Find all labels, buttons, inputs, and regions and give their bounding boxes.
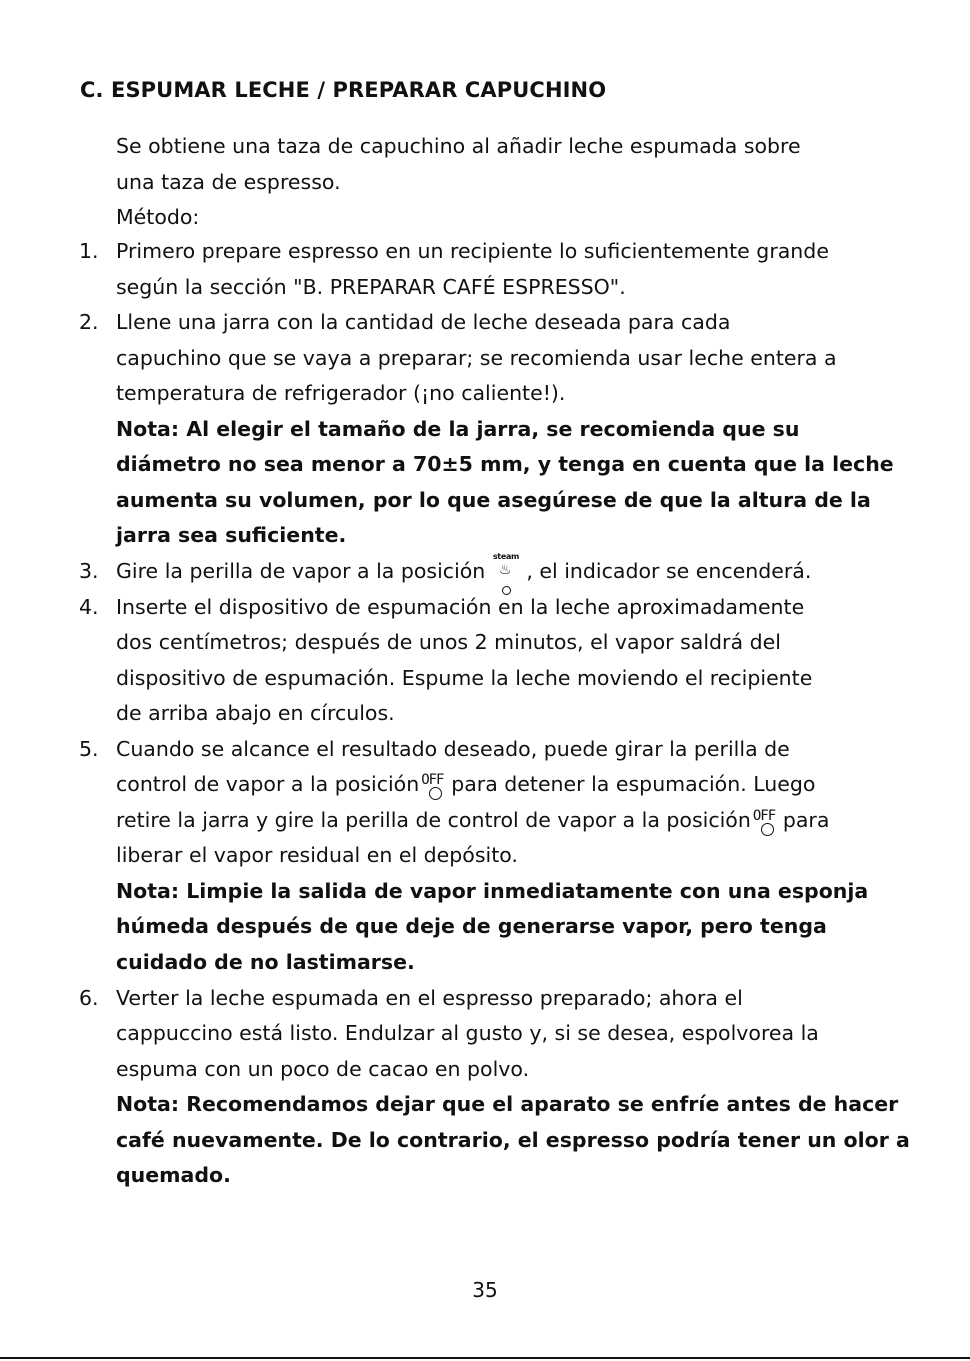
step-6-line: Verter la leche espumada en el espresso preparado; ahora el bbox=[116, 986, 743, 1010]
step-5-line bbox=[116, 807, 829, 833]
step-6-note: Nota: Recomendamos dejar que el aparato se enfríe antes de hacer bbox=[116, 1092, 899, 1116]
step-4-line: Inserte el dispositivo de espumación en la leche aproximadamente bbox=[116, 595, 805, 619]
step-6-note: café nuevamente. De lo contrario, el espresso podría tener un olor a bbox=[116, 1128, 910, 1152]
step-4-line: dispositivo de espumación. Espume la leche moviendo el recipiente bbox=[116, 666, 813, 690]
step-2-line: temperatura de refrigerador (¡no caliente!). bbox=[116, 381, 566, 405]
step-3-line bbox=[116, 552, 812, 584]
step-number: 4. bbox=[79, 595, 99, 619]
steam-icon-label: steam bbox=[492, 552, 520, 561]
off-position-icon bbox=[751, 807, 783, 833]
step-2-line: capuchino que se vaya a preparar; se recomienda usar leche entera a bbox=[116, 346, 837, 370]
step-5-text: para detener la espumación. Luego bbox=[451, 772, 816, 796]
step-number: 6. bbox=[79, 986, 99, 1010]
step-5-text: retire la jarra y gire la perilla de control de vapor a la posición bbox=[116, 808, 751, 832]
step-5-note: Nota: Limpie la salida de vapor inmediatamente con una esponja bbox=[116, 879, 869, 903]
section-title: C. ESPUMAR LECHE / PREPARAR CAPUCHINO bbox=[80, 78, 607, 102]
step-1-line: según la sección "B. PREPARAR CAFÉ ESPRESSO". bbox=[116, 275, 626, 299]
step-number: 1. bbox=[79, 239, 99, 263]
step-2-note: diámetro no sea menor a 70±5 mm, y tenga en cuenta que la leche bbox=[116, 452, 894, 476]
step-5-line: Cuando se alcance el resultado deseado, puede girar la perilla de bbox=[116, 737, 790, 761]
step-4-line: dos centímetros; después de unos 2 minutos, el vapor saldrá del bbox=[116, 630, 781, 654]
step-number: 3. bbox=[79, 559, 99, 583]
step-4-line: de arriba abajo en círculos. bbox=[116, 701, 395, 725]
step-2-line: Llene una jarra con la cantidad de leche deseada para cada bbox=[116, 310, 731, 334]
step-5-line: liberar el vapor residual en el depósito. bbox=[116, 843, 518, 867]
page-number: 35 bbox=[472, 1278, 498, 1302]
indicator-dot-icon bbox=[761, 823, 774, 836]
step-2-note: Nota: Al elegir el tamaño de la jarra, se recomienda que su bbox=[116, 417, 800, 441]
step-2-note: jarra sea suficiente. bbox=[116, 523, 347, 547]
indicator-dot-icon bbox=[429, 787, 442, 800]
intro-line: Se obtiene una taza de capuchino al añadir leche espumada sobre bbox=[116, 134, 801, 158]
off-icon-label: OFF bbox=[421, 772, 444, 788]
step-6-line: espuma con un poco de cacao en polvo. bbox=[116, 1057, 530, 1081]
step-number: 5. bbox=[79, 737, 99, 761]
step-3-text-after: , el indicador se encenderá. bbox=[526, 559, 812, 583]
intro-line: una taza de espresso. bbox=[116, 170, 341, 194]
step-number: 2. bbox=[79, 310, 99, 334]
off-icon-label: OFF bbox=[752, 808, 776, 824]
steam-position-icon bbox=[492, 552, 520, 584]
step-6-line: cappuccino está listo. Endulzar al gusto y, si se desea, espolvorea la bbox=[116, 1021, 819, 1045]
steam-icon: ♨ bbox=[498, 562, 512, 578]
off-position-icon bbox=[419, 771, 451, 797]
step-3-text-before: Gire la perilla de vapor a la posición bbox=[116, 559, 486, 583]
step-1-line: Primero prepare espresso en un recipiente lo suficientemente grande bbox=[116, 239, 829, 263]
step-6-note: quemado. bbox=[116, 1163, 231, 1187]
step-2-note: aumenta su volumen, por lo que asegúrese de que la altura de la bbox=[116, 488, 871, 512]
step-5-note: cuidado de no lastimarse. bbox=[116, 950, 415, 974]
step-5-line bbox=[116, 771, 815, 797]
step-5-text: para bbox=[782, 808, 830, 832]
step-5-text: control de vapor a la posición bbox=[116, 772, 420, 796]
method-label: Método: bbox=[116, 205, 200, 229]
step-5-note: húmeda después de que deje de generarse vapor, pero tenga bbox=[116, 914, 827, 938]
bottom-divider bbox=[0, 1357, 970, 1359]
